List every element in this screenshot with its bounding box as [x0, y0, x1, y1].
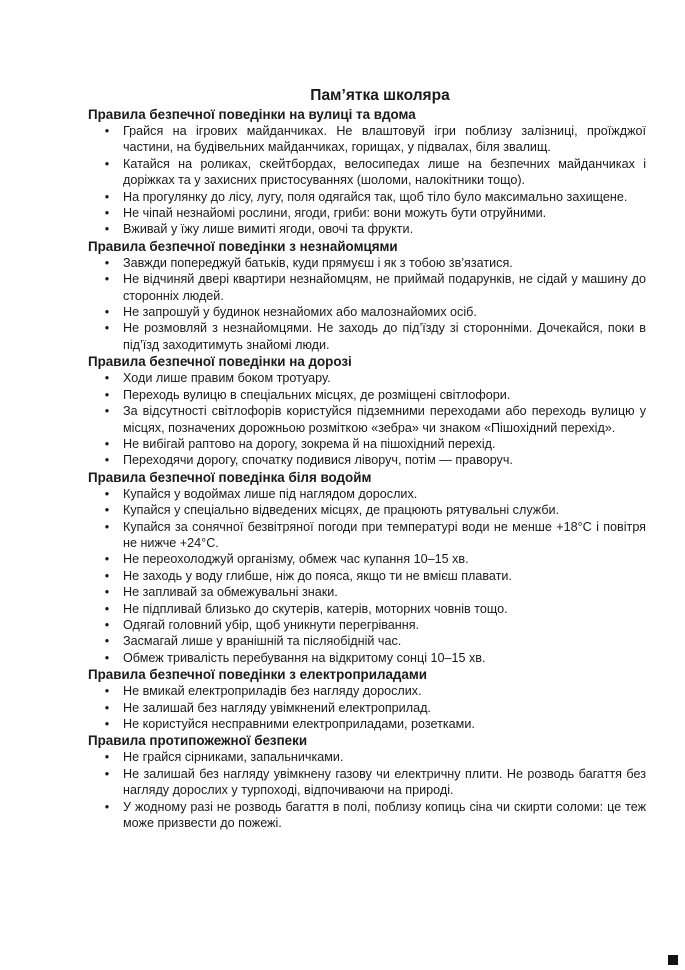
bullet-icon: • [104, 684, 110, 699]
list-item-text: Не заходь у воду глибше, ніж до пояса, якщо ти не вмієш плавати. [123, 568, 512, 583]
list-item-text: Не запрошуй у будинок незнайомих або малознайомих осіб. [123, 305, 477, 320]
list-item [88, 799, 646, 832]
list-item-text: Не користуйся несправними електроприладами, розетками. [123, 717, 475, 731]
bullet-icon: • [104, 552, 110, 567]
bullet-icon: • [104, 585, 110, 600]
list-item [88, 123, 646, 156]
bullet-icon: • [104, 799, 110, 814]
corner-mark-icon [668, 955, 678, 965]
list-item [88, 255, 646, 271]
bullet-icon: • [104, 750, 110, 765]
list-item [88, 633, 646, 649]
list-item [88, 519, 646, 552]
list-item-text: Не відчиняй двері квартири незнайомцям, не приймай подарунків, не сідай у машину до сторонніх людей. [123, 272, 646, 303]
bullet-icon: • [104, 222, 110, 237]
list-item-text: За відсутності світлофорів користуйся підземними переходами або переходь вулицю у місцях, позначених дорожньою розміткою «зебра» чи знаком «Пішохідний перехід». [123, 404, 646, 435]
section-heading: Правила безпечної поведінки з електроприладами [88, 667, 427, 683]
list-item [88, 617, 646, 633]
list-item [88, 716, 646, 732]
list-item-text: Переходячи дорогу, спочатку подивися ліворуч, потім — праворуч. [123, 453, 513, 468]
bullet-icon: • [104, 519, 110, 534]
bullet-icon: • [104, 321, 110, 336]
list-item [88, 683, 646, 699]
bullet-list [88, 683, 646, 732]
bullet-icon: • [104, 404, 110, 419]
list-item [88, 387, 646, 403]
section-heading: Правила протипожежної безпеки [88, 733, 308, 749]
bullet-icon: • [104, 124, 110, 138]
list-item-text: Не запливай за обмежувальні знаки. [123, 585, 338, 600]
bullet-icon: • [104, 601, 110, 616]
section-heading: Правила безпечної поведінки на вулиці та вдома [88, 107, 416, 122]
bullet-icon: • [104, 255, 110, 270]
list-item-text: У жодному разі не розводь багаття в полі, поблизу копиць сіна чи скирти соломи: це теж може призвести до пожежі. [123, 799, 646, 831]
bullet-icon: • [104, 650, 110, 665]
list-item [88, 650, 646, 666]
bullet-icon: • [104, 617, 110, 632]
list-item [88, 486, 646, 502]
bullet-icon: • [104, 206, 110, 221]
list-item-text: Не залишай без нагляду увімкнений електроприлад. [123, 700, 431, 715]
list-item [88, 766, 646, 799]
list-item-text: Купайся за сонячної безвітряної погоди при температурі води не менше +18°С і повітря не нижче +24°С. [123, 519, 646, 550]
bullet-icon: • [104, 766, 110, 781]
list-item [88, 452, 646, 468]
list-item [88, 304, 646, 320]
list-item [88, 221, 646, 237]
list-item-text: Не вибігай раптово на дорогу, зокрема й на пішохідний перехід. [123, 436, 496, 451]
bullet-icon: • [104, 436, 110, 451]
list-item-text: Не грайся сірниками, запальничками. [123, 750, 344, 765]
list-item-text: Не підпливай близько до скутерів, катерів, моторних човнів тощо. [123, 601, 508, 616]
list-item [88, 403, 646, 436]
list-item [88, 189, 646, 205]
list-item-text: Купайся у водоймах лише під наглядом дорослих. [123, 486, 418, 501]
list-item-text: Засмагай лише у вранішній та післяобідній час. [123, 634, 402, 649]
bullet-icon: • [104, 272, 110, 287]
list-item [88, 700, 646, 716]
list-item [88, 320, 646, 353]
bullet-icon: • [104, 453, 110, 468]
bullet-icon: • [104, 503, 110, 518]
bullet-icon: • [104, 305, 110, 320]
section-heading: Правила безпечної поведінки на дорозі [88, 354, 352, 370]
list-item-text: Обмеж тривалість перебування на відкритому сонці 10–15 хв. [123, 650, 486, 665]
bullet-list [88, 749, 646, 831]
sections-container [88, 106, 646, 831]
list-item-text: Не розмовляй з незнайомцями. Не заходь до під’їзду зі сторонніми. Дочекайся, поки в під’їзд заходитимуть знайомі люди. [123, 321, 646, 352]
bullet-icon: • [104, 568, 110, 583]
bullet-list [88, 486, 646, 666]
list-item-text: Не переохолоджуй організму, обмеж час купання 10–15 хв. [123, 552, 469, 567]
list-item [88, 502, 646, 518]
list-item [88, 436, 646, 452]
bullet-list [88, 255, 646, 353]
section-heading: Правила безпечної поведінка біля водойм [88, 469, 372, 485]
list-item-text: Вживай у їжу лише вимиті ягоди, овочі та фрукти. [123, 222, 414, 237]
list-item [88, 749, 646, 765]
list-item-text: Ходи лише правим боком тротуару. [123, 371, 331, 386]
section-heading: Правила безпечної поведінки з незнайомцями [88, 238, 398, 254]
list-item-text: Грайся на ігрових майданчиках. Не влаштовуй ігри поблизу залізниці, проїжджої частини, на будівельних майданчиках, горищах, у підвалах, біля звалищ. [123, 124, 646, 155]
list-item [88, 584, 646, 600]
bullet-icon: • [104, 387, 110, 402]
list-item-text: Не чіпай незнайомі рослини, ягоди, гриби: вони можуть бути отруйними. [123, 206, 547, 221]
bullet-icon: • [104, 486, 110, 501]
list-item-text: Купайся у спеціально відведених місцях, де працюють рятувальні служби. [123, 503, 560, 518]
page-title: Пам’ятка школяра [310, 87, 450, 104]
list-item [88, 370, 646, 386]
list-item [88, 601, 646, 617]
list-item [88, 271, 646, 304]
bullet-icon: • [104, 156, 110, 171]
list-item [88, 205, 646, 221]
bullet-icon: • [104, 717, 110, 731]
list-item [88, 568, 646, 584]
list-item-text: На прогулянку до лісу, лугу, поля одягайся так, щоб тіло було максимально захищене. [123, 189, 628, 204]
bullet-icon: • [104, 189, 110, 204]
list-item-text: Переходь вулицю в спеціальних місцях, де розміщені світлофори. [123, 387, 511, 402]
document-content [88, 86, 646, 831]
bullet-icon: • [104, 700, 110, 715]
bullet-list [88, 370, 646, 468]
bullet-list [88, 123, 646, 238]
list-item-text: Не вмикай електроприладів без нагляду дорослих. [123, 684, 422, 699]
bullet-icon: • [104, 371, 110, 386]
list-item-text: Не залишай без нагляду увімкнену газову чи електричну плити. Не розводь багаття без нагляду дорослих у турпоході, відпочиваючи на природі. [123, 766, 646, 798]
list-item [88, 551, 646, 567]
list-item [88, 156, 646, 189]
list-item-text: Завжди попереджуй батьків, куди прямуєш і як з тобою зв’язатися. [123, 255, 513, 270]
list-item-text: Одягай головний убір, щоб уникнути перегрівання. [123, 617, 420, 632]
list-item-text: Катайся на роликах, скейтбордах, велосипедах лише на безпечних майданчиках і доріжках та у захисних пристосуваннях (шоломи, налокітники тощо). [123, 156, 646, 188]
bullet-icon: • [104, 634, 110, 649]
